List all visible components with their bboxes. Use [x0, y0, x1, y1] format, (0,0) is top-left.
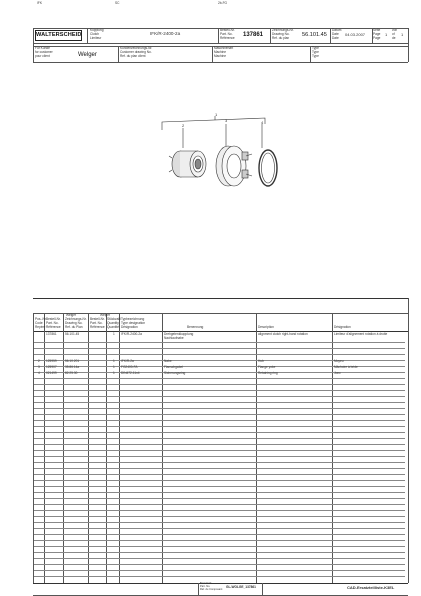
customer-label-fr: pour client: [35, 54, 50, 58]
footer-value: GL-WOLGE_137861: [226, 585, 256, 589]
date-label-de: Datum: [332, 28, 342, 32]
row-part: 125959: [46, 359, 57, 363]
order-value: 137861: [243, 32, 264, 38]
page-label-de: Seite: [373, 28, 381, 32]
order-label-fr: Référence: [220, 36, 235, 40]
row-pos: 3: [38, 365, 40, 369]
row-drawing: 35.86.14a: [65, 365, 80, 369]
col-type-fr: Désignation: [121, 325, 138, 329]
row-part: 021499: [46, 371, 57, 375]
row-drawing: 82.25.30: [65, 371, 78, 375]
type2-label-fr: Type: [312, 54, 319, 58]
cust-drawing-label-en: Customer drawing No.: [120, 50, 152, 54]
row-de: Sicherungsring: [164, 371, 186, 375]
type-label-fr: Limiteur: [90, 36, 102, 40]
order-label-en: Part. No.: [220, 32, 233, 36]
type2-label-de: Type: [312, 46, 319, 50]
col-drawing-de: Zeichnungs-Nr.: [65, 317, 87, 321]
footer-label-de: Bestell-Nr.: [200, 582, 212, 585]
drawing-label-fr: Ref. du plan: [272, 36, 290, 40]
row-part: 137861: [46, 332, 57, 336]
type-label-de: Kupplung: [90, 28, 104, 32]
page-label-fr: Page: [373, 36, 381, 40]
callout-2: 2: [182, 123, 185, 128]
row-qty: 1: [113, 365, 115, 369]
col-part-de: Bestell-Nr.: [46, 317, 61, 321]
col-part-en: Part. No.: [46, 321, 59, 325]
type-label-en: Clutch: [90, 32, 100, 36]
page-label-en: Page: [373, 32, 381, 36]
callout-1: 1: [215, 112, 218, 117]
row-de: Flanschgabel: [164, 365, 183, 369]
callout-4: 4: [261, 120, 264, 125]
col-type-de: Typbezeichnung: [121, 317, 145, 321]
col-cust-fr: Référence: [90, 325, 105, 329]
row-drawing: 56.10.201: [65, 359, 80, 363]
col-benennung: Benennung: [187, 325, 204, 329]
col-description: Description: [258, 325, 274, 329]
type-value: IFK/R-2400-2a: [150, 31, 181, 36]
row-en: Retaining ring: [258, 371, 278, 375]
exploded-view-drawing: [150, 108, 290, 198]
top-mark-mid: SC: [115, 1, 120, 5]
callout-3: 3: [225, 118, 228, 123]
type2-label-en: Type: [312, 50, 319, 54]
date-value: 04.03.2007: [345, 32, 366, 37]
machine-label-de: Maschinenart: [214, 46, 234, 50]
row-type: DIN472-11x4: [121, 371, 140, 375]
machine-label-fr: Machine: [214, 54, 227, 58]
cust-drawing-label-fr: Ref. du plan client: [120, 54, 146, 58]
of-label-fr: de: [392, 36, 396, 40]
drawing-value: 56.101.45: [302, 32, 327, 38]
of-label-de: von: [392, 28, 398, 32]
row-en: Flange yoke: [258, 365, 276, 369]
row-qty: 1: [113, 371, 115, 375]
customer-label-de: Für Kunde: [35, 46, 50, 50]
machine-label-en: Machine: [214, 50, 227, 54]
footer-label-fr: Ref. du Composant: [200, 588, 223, 591]
col-pos-de: Pos.-Nr.: [35, 317, 47, 321]
walterscheid-logo: WALTERSCHEID: [35, 30, 82, 41]
row-de: Nabe: [164, 359, 172, 363]
cust-drawing-label-de: Kundenzeichnungs-Nr.: [120, 46, 153, 50]
order-label-de: Bestell-Nr.: [220, 28, 235, 32]
row-drawing: 56.101.45: [65, 332, 80, 336]
date-label-fr: Date: [332, 36, 339, 40]
row-fr: Limiteur d'alignement rotation à droite: [334, 332, 388, 336]
footer-label-en: Part. No.: [200, 585, 211, 588]
row-qty: 1: [113, 359, 115, 363]
of-value: 1: [401, 32, 404, 37]
drawing-label-en: Drawing No.: [272, 32, 290, 36]
col-qty-de: Stückzahl: [107, 317, 121, 321]
row-fr: Mâchoire à bride: [334, 365, 358, 369]
row-type: IFK/R-2400-2a: [121, 332, 142, 336]
col-qty-fr: Quantité: [107, 325, 120, 329]
top-mark-left: IFK: [37, 1, 42, 5]
row-pos: 2: [38, 359, 40, 363]
date-label-en: Date: [332, 32, 339, 36]
row-en: alignment clutch right-hand rotation: [258, 332, 308, 336]
top-mark-right: 2b-FG: [218, 1, 228, 5]
row-fr: Moyeu: [334, 359, 344, 363]
row-fr: Jonc: [334, 371, 341, 375]
row-type: IFK/R-2a: [121, 359, 134, 363]
customer-label-en: for customer: [35, 50, 53, 54]
drawing-label-de: Zeichnungs-Nr.: [272, 28, 294, 32]
page-value: 1: [385, 32, 388, 37]
of-label-en: of: [392, 32, 395, 36]
row-part: 125907: [46, 365, 57, 369]
group-header-left: Welger: [66, 313, 77, 317]
row-de: Drehgelenkkupplung Nachlaufnabe: [164, 332, 194, 340]
col-type-en: Type designation: [121, 321, 146, 325]
col-pos-en: Code: [35, 321, 43, 325]
row-en: Hub: [258, 359, 264, 363]
group-header-right: Welger: [100, 313, 111, 317]
col-cust-de: Bestell-Nr.: [90, 317, 105, 321]
row-qty: 1: [113, 332, 115, 336]
customer-value: Welger: [78, 52, 97, 58]
col-part-fr: Référence: [46, 325, 61, 329]
row-pos: 4: [38, 371, 40, 375]
col-cust-en: Part. No.: [90, 321, 103, 325]
col-pos-fr: Repère: [35, 325, 46, 329]
col-drawing-fr: Ref. du Plan: [65, 325, 83, 329]
row-type: FG2400-FA: [121, 365, 138, 369]
footer-title: CAD-Ersatzteilliste-K3EL: [347, 585, 395, 590]
col-qty-en: Quantity: [107, 321, 119, 325]
col-drawing-en: Drawing No.: [65, 321, 83, 325]
col-designation: Désignation: [334, 325, 351, 329]
